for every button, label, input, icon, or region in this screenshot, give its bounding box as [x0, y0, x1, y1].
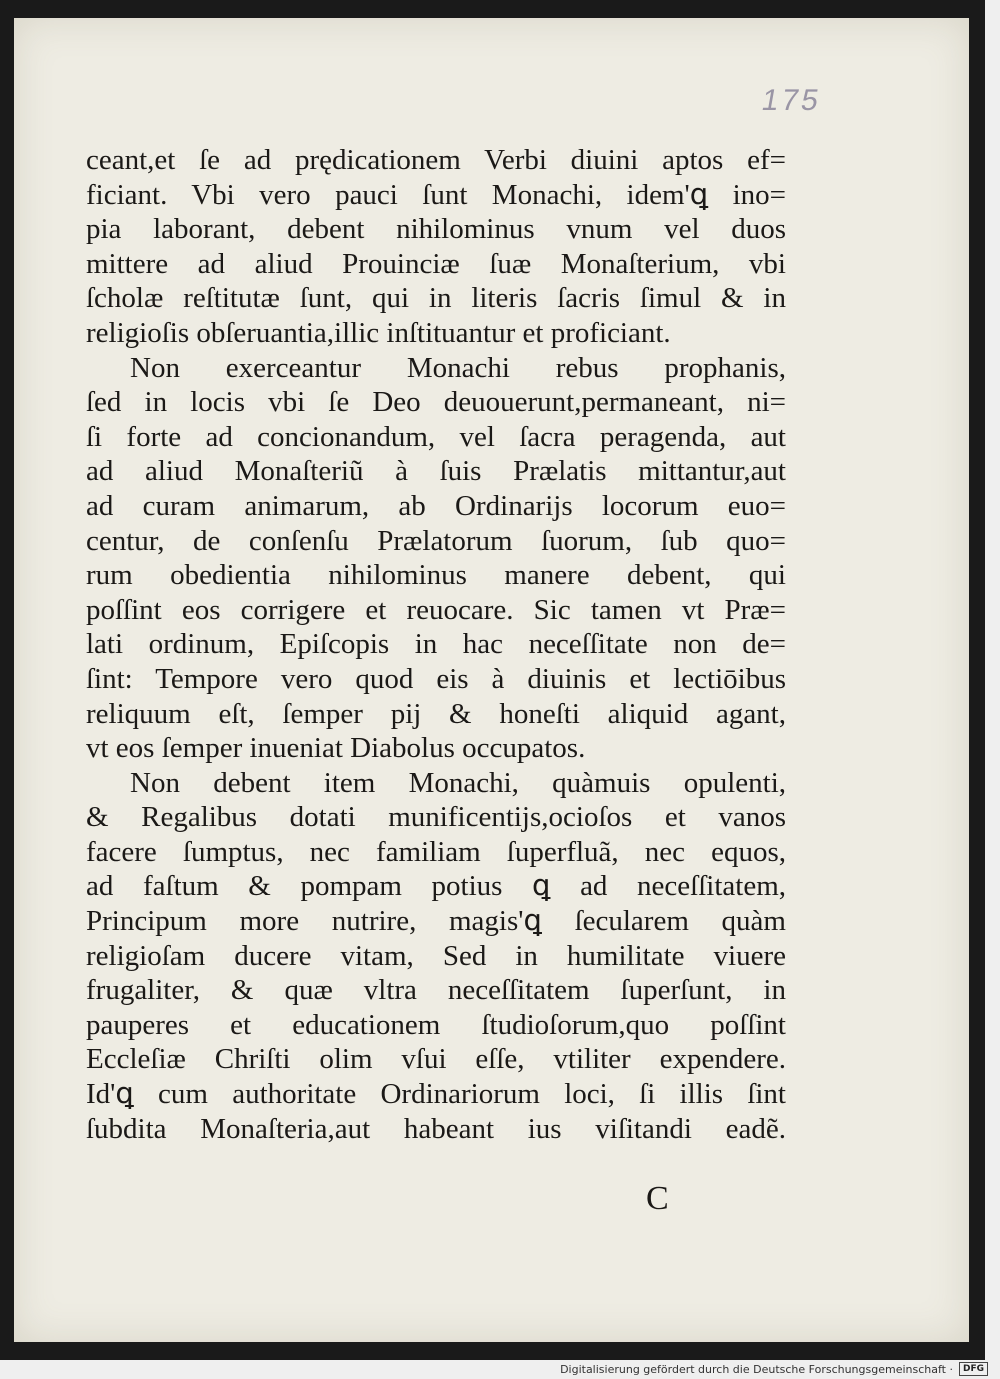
- text-line: Id'ꝗ cum authoritate Ordinariorum loci, ſi illis ſint: [86, 1078, 786, 1111]
- text-line: ſint: Tempore vero quod eis à diuinis et lectiōibus: [86, 662, 786, 695]
- text-line: Eccleſiæ Chriſti olim vſui eſſe, vtiliter expendere.: [86, 1043, 786, 1076]
- text-line: ceant,et ſe ad prędicationem Verbi diuini aptos ef=: [86, 144, 786, 176]
- dfg-logo-icon: DFG: [959, 1362, 988, 1376]
- footer-credit: Digitalisierung gefördert durch die Deutsche Forschungsgemeinschaft ·: [560, 1362, 953, 1376]
- text-line: ad aliud Monaſteriũ à ſuis Prælatis mittantur,aut: [86, 455, 786, 488]
- text-line: religioſis obſeruantia,illic inſtituantur et proficiant.: [86, 316, 671, 349]
- text-line: lati ordinum, Epiſcopis in hac neceſſitate non de=: [86, 628, 786, 661]
- text-line: ad curam animarum, ab Ordinarijs locorum euo=: [86, 489, 786, 522]
- text-line: ſcholæ reſtitutæ ſunt, qui in literis ſacris ſimul & in: [86, 282, 786, 315]
- text-line: ficiant. Vbi vero pauci ſunt Monachi, idem'ꝗ ino=: [86, 178, 786, 211]
- text-line: ſed in locis vbi ſe Deo deuouerunt,permaneant, ni=: [86, 386, 786, 419]
- text-line: pauperes et educationem ſtudioſorum,quo poſſint: [86, 1008, 786, 1041]
- text-line: pia laborant, debent nihilominus vnum vel duos: [86, 213, 786, 246]
- text-line: & Regalibus dotati munificentijs,ocioſos et vanos: [86, 801, 786, 834]
- text-line: rum obedientia nihilominus manere debent, qui: [86, 559, 786, 592]
- signature-mark: C: [646, 1180, 669, 1217]
- text-line: poſſint eos corrigere et reuocare. Sic tamen vt Præ=: [86, 593, 786, 626]
- digitization-footer: [560, 1361, 988, 1377]
- book-page: [14, 18, 969, 1342]
- paragraph-start-line: Non debent item Monachi, quàmuis opulenti,: [130, 766, 786, 799]
- folio-number: 175: [759, 84, 825, 117]
- body-text: [86, 143, 786, 1146]
- text-line: mittere ad aliud Prouinciæ ſuæ Monaſterium, vbi: [86, 247, 786, 280]
- text-line: ſubdita Monaſteria,aut habeant ius viſitandi eadẽ.: [86, 1112, 786, 1145]
- text-line: centur, de conſenſu Prælatorum ſuorum, ſub quo=: [86, 524, 786, 557]
- text-line: religioſam ducere vitam, Sed in humilitate viuere: [86, 939, 786, 972]
- text-line: frugaliter, & quæ vltra neceſſitatem ſuperſunt, in: [86, 974, 786, 1007]
- text-line: facere ſumptus, nec familiam ſuperfluã, nec equos,: [86, 835, 786, 868]
- text-line: reliquum eſt, ſemper pij & honeſti aliquid agant,: [86, 697, 786, 730]
- paragraph-start-line: Non exerceantur Monachi rebus prophanis,: [130, 351, 786, 384]
- text-line: ſi forte ad concionandum, vel ſacra peragenda, aut: [86, 420, 786, 453]
- text-line: Principum more nutrire, magis'ꝗ ſecularem quàm: [86, 905, 786, 938]
- text-line: vt eos ſemper inueniat Diabolus occupatos.: [86, 732, 586, 765]
- text-line: ad faſtum & pompam potius ꝗ ad neceſſitatem,: [86, 870, 786, 903]
